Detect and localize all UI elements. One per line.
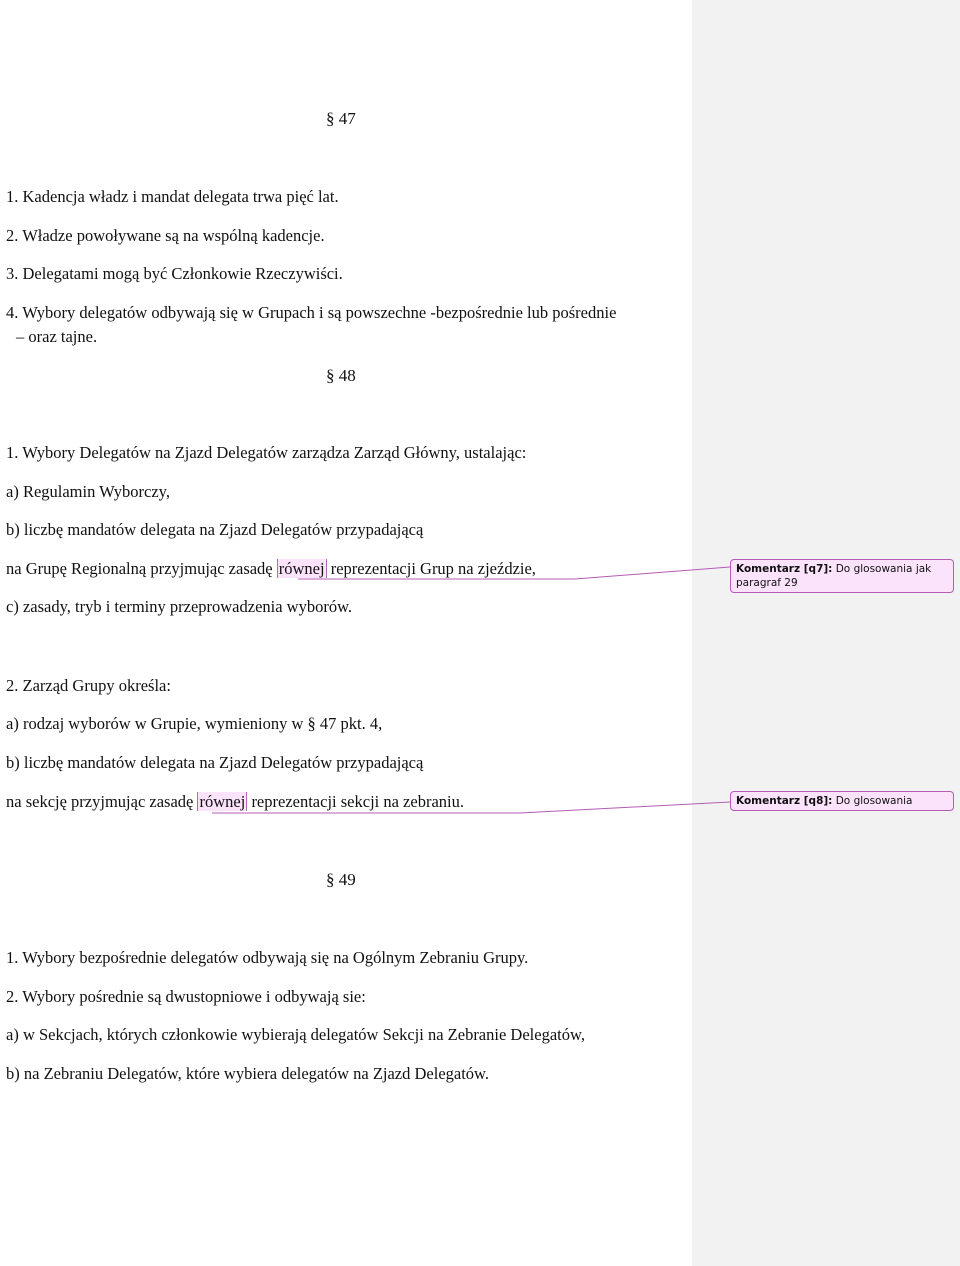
section-47-item-1: 1. Kadencja władz i mandat delegata trwa pięć lat. <box>6 187 339 206</box>
commented-text-q8[interactable]: równej <box>199 792 246 811</box>
section-49-heading: § 49 <box>326 870 356 889</box>
section-47-heading: § 47 <box>326 109 356 128</box>
comment-q7-label: Komentarz [q7]: <box>736 563 833 575</box>
commented-text-q7[interactable]: równej <box>278 559 325 578</box>
comment-q8-text: Do glosowania <box>835 795 913 807</box>
section-49-item-2: 2. Wybory pośrednie są dwustopniowe i odbywają sie: <box>6 987 366 1006</box>
section-48-para-2-b: b) liczbę mandatów delegata na Zjazd Delegatów przypadającą <box>6 753 424 772</box>
comment-q7-text: Do glosowania jak paragraf 29 <box>736 563 932 589</box>
section-48-heading: § 48 <box>326 366 356 385</box>
section-48-para-2-b-cont <box>6 792 464 812</box>
section-48-para-1-a: a) Regulamin Wyborczy, <box>6 482 170 501</box>
section-48-para-1-b: b) liczbę mandatów delegata na Zjazd Delegatów przypadającą <box>6 520 424 539</box>
section-49-item-1: 1. Wybory bezpośrednie delegatów odbywają się na Ogólnym Zebraniu Grupy. <box>6 948 529 967</box>
section-48-para-1-c: c) zasady, tryb i terminy przeprowadzenia wyborów. <box>6 597 353 616</box>
section-47-item-4: 4. Wybory delegatów odbywają się w Grupach i są powszechne -bezpośrednie lub pośrednie <box>6 303 617 322</box>
section-48-para-1-b-cont <box>6 559 536 579</box>
section-47-item-4-continuation: – oraz tajne. <box>16 327 98 346</box>
section-48-para-1: 1. Wybory Delegatów na Zjazd Delegatów zarządza Zarząd Główny, ustalając: <box>6 443 527 462</box>
text-before-highlight: na sekcję przyjmując zasadę <box>6 792 194 811</box>
section-49-item-4: b) na Zebraniu Delegatów, które wybiera delegatów na Zjazd Delegatów. <box>6 1064 490 1083</box>
comment-q7[interactable] <box>730 559 954 593</box>
section-48-para-2-a: a) rodzaj wyborów w Grupie, wymieniony w § 47 pkt. 4, <box>6 714 383 733</box>
text-after-highlight: reprezentacji sekcji na zebraniu. <box>251 792 464 811</box>
text-after-highlight: reprezentacji Grup na zjeździe, <box>330 559 536 578</box>
text-before-highlight: na Grupę Regionalną przyjmując zasadę <box>6 559 273 578</box>
section-48-para-2: 2. Zarząd Grupy określa: <box>6 676 171 695</box>
comment-q8-label: Komentarz [q8]: <box>736 795 833 807</box>
section-49-item-3: a) w Sekcjach, których członkowie wybierają delegatów Sekcji na Zebranie Delegatów, <box>6 1025 585 1044</box>
comment-q8[interactable] <box>730 791 954 811</box>
section-47-item-2: 2. Władze powoływane są na wspólną kadencje. <box>6 226 325 245</box>
section-47-item-3: 3. Delegatami mogą być Członkowie Rzeczywiści. <box>6 264 343 283</box>
